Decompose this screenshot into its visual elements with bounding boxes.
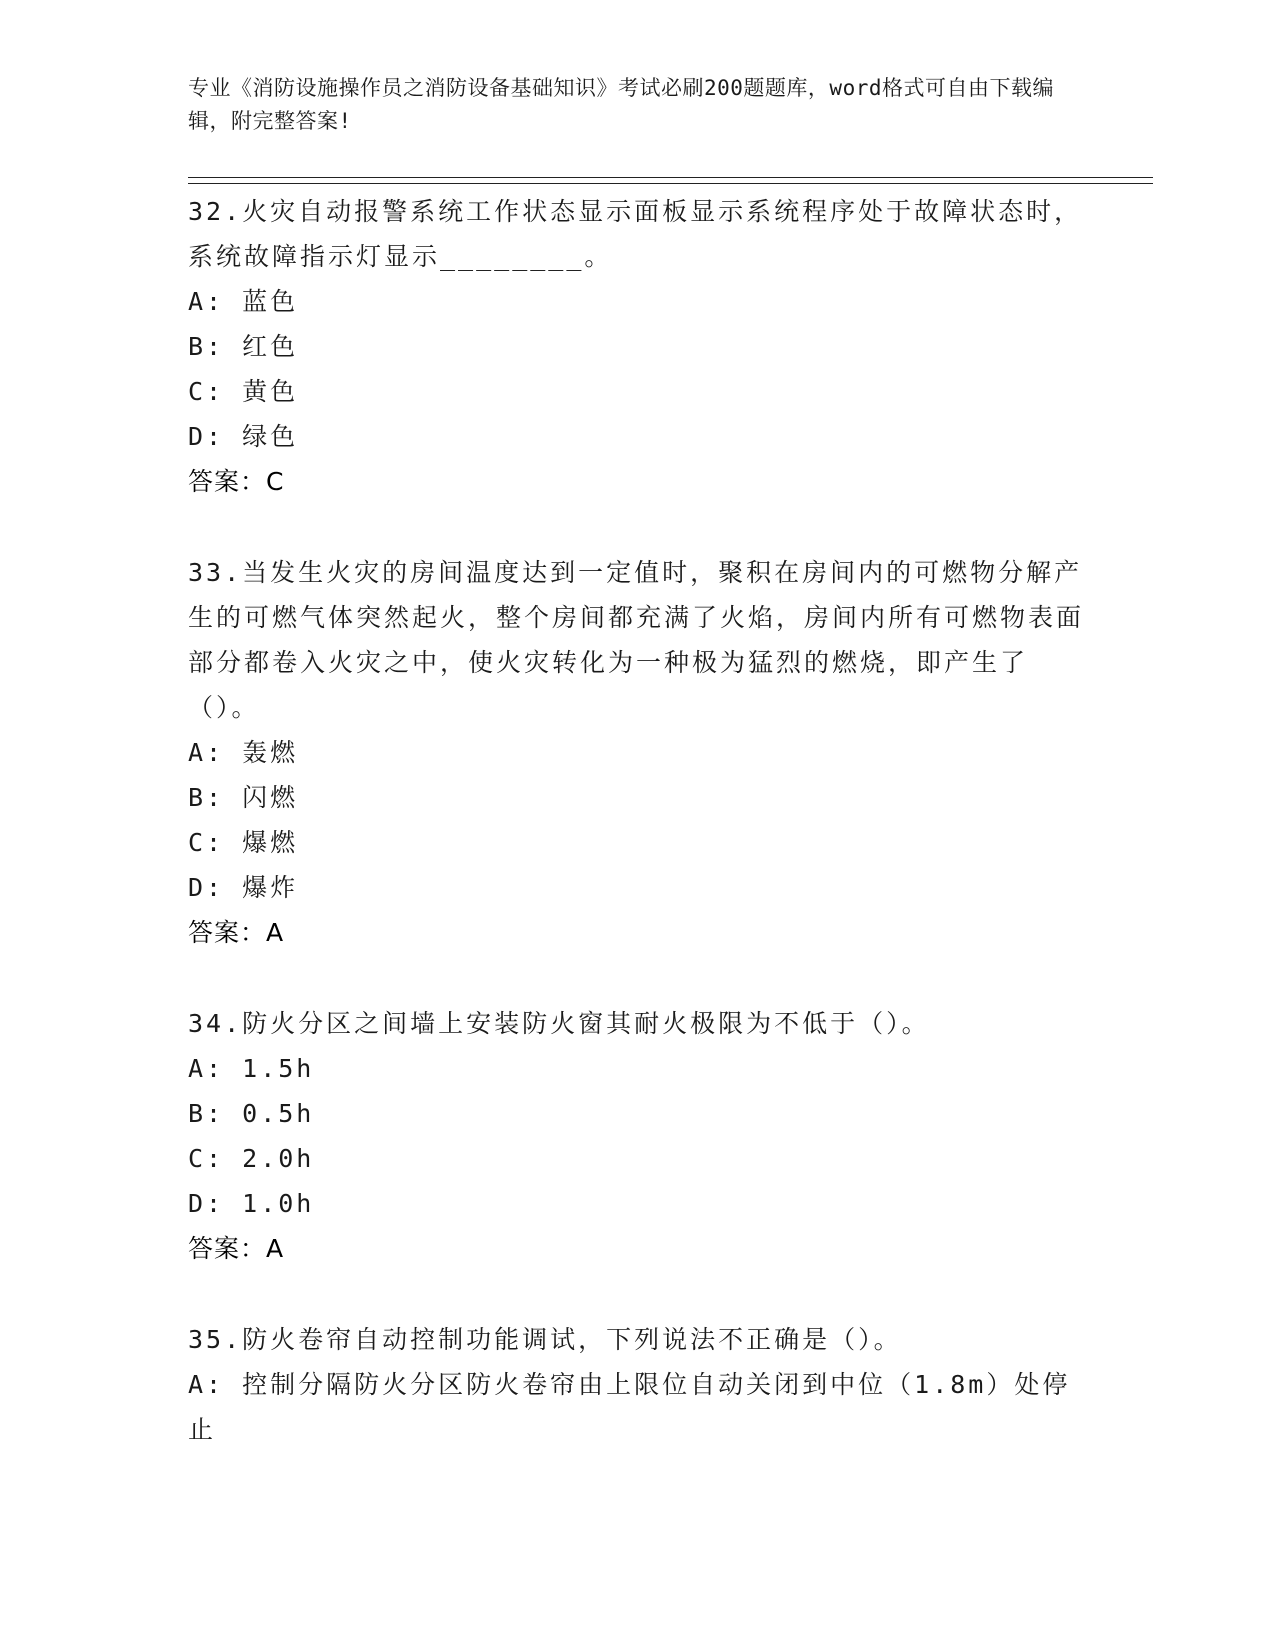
question-stem: 35.防火卷帘自动控制功能调试，下列说法不正确是（）。 [188, 1325, 902, 1354]
answer-line: 答案：C [188, 467, 285, 496]
option-a: A: 控制分隔防火分区防火卷帘由上限位自动关闭到中位（1.8m）处停止 [188, 1370, 1071, 1444]
header-divider-bottom [188, 183, 1153, 184]
question-item [188, 1001, 1088, 1271]
option-a: A: 1.5h [188, 1054, 315, 1083]
option-d: D: 1.0h [188, 1189, 315, 1218]
question-stem: 34.防火分区之间墙上安装防火窗其耐火极限为不低于（）。 [188, 1009, 930, 1038]
question-list [188, 189, 1088, 1452]
question-item [188, 1317, 1088, 1452]
option-c: C: 爆燃 [188, 828, 299, 857]
option-a: A: 蓝色 [188, 287, 299, 316]
option-c: C: 黄色 [188, 377, 299, 406]
option-b: B: 闪燃 [188, 783, 299, 812]
option-b: B: 红色 [188, 332, 299, 361]
document-header: 专业《消防设施操作员之消防设备基础知识》考试必刷200题题库，word格式可自由下载编辑，附完整答案! [188, 76, 1054, 133]
question-item [188, 550, 1088, 955]
answer-line: 答案：A [188, 1234, 285, 1263]
question-item [188, 189, 1088, 504]
option-d: D: 爆炸 [188, 873, 299, 902]
option-d: D: 绿色 [188, 422, 299, 451]
option-c: C: 2.0h [188, 1144, 315, 1173]
header-divider-top [188, 177, 1153, 178]
answer-line: 答案：A [188, 918, 285, 947]
option-a: A: 轰燃 [188, 738, 299, 767]
question-stem: 32.火灾自动报警系统工作状态显示面板显示系统程序处于故障状态时，系统故障指示灯显示________。 [188, 197, 1083, 271]
option-b: B: 0.5h [188, 1099, 315, 1128]
question-stem: 33.当发生火灾的房间温度达到一定值时，聚积在房间内的可燃物分解产生的可燃气体突然起火，整个房间都充满了火焰，房间内所有可燃物表面部分都卷入火灾之中，使火灾转化为一种极为猛烈的燃烧，即产生了（）。 [188, 558, 1085, 722]
